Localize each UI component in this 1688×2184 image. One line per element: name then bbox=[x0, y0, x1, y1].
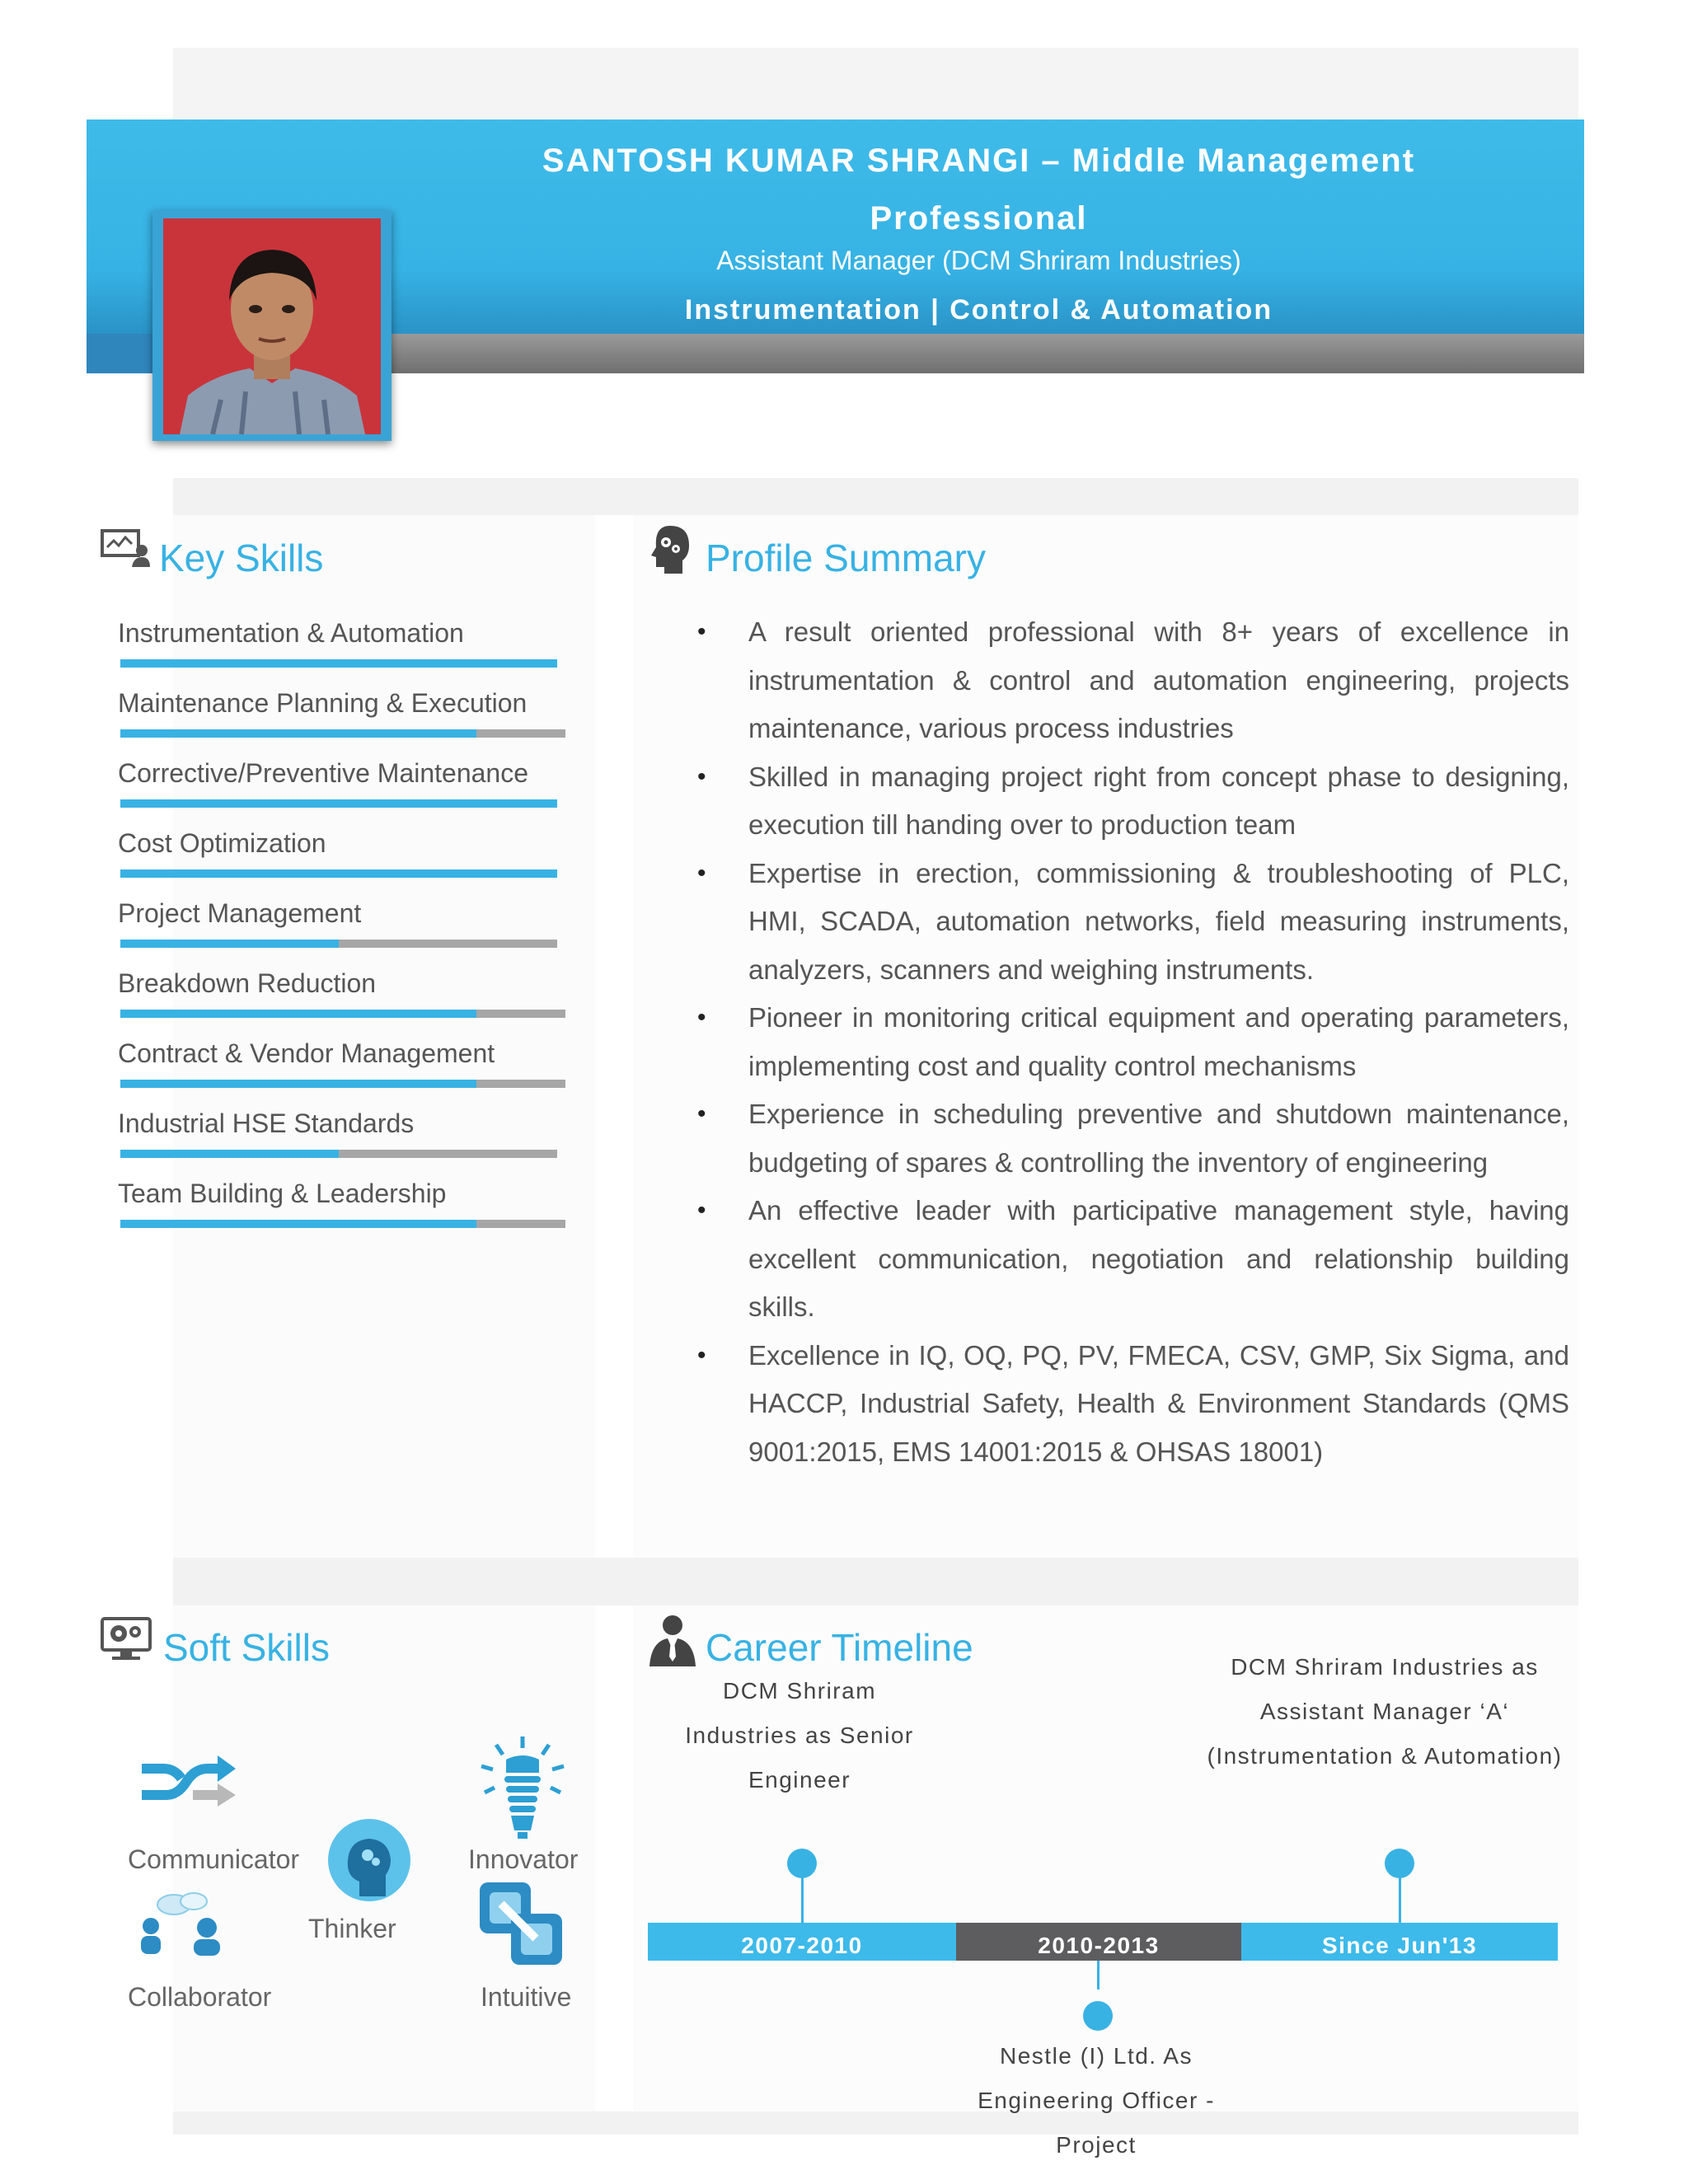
skill-level-bar bbox=[120, 659, 557, 668]
timeline-entry-3-line: DCM Shriram Industries as bbox=[1231, 1654, 1539, 1680]
skill-label: Contract & Vendor Management bbox=[118, 1038, 495, 1068]
summary-bullet: • Experience in scheduling preventive and shutdown maintenance, budgeting of spares & controlling the inventory of engineering bbox=[692, 1090, 1569, 1187]
lightbulb-icon bbox=[473, 1735, 572, 1846]
summary-bullet: • An effective leader with participative management style, having excellent communication, negotiation and relationship building skills. bbox=[692, 1187, 1569, 1332]
shuffle-arrows-icon bbox=[138, 1747, 237, 1821]
timeline-period-2007-2010: 2007-2010 bbox=[648, 1923, 956, 1961]
summary-bullet: • Excellence in IQ, OQ, PQ, PV, FMECA, CSV, GMP, Six Sigma, and HACCP, Industrial Safety, Health & Environment Standards (QMS 9001:2015, EMS 14001:2015 & OHSAS 18001) bbox=[692, 1332, 1569, 1477]
skill-level-bar bbox=[120, 799, 557, 808]
people-chat-icon bbox=[136, 1891, 227, 1961]
skill-level-bar bbox=[120, 1150, 557, 1158]
timeline-entry-3-caption bbox=[1179, 1645, 1591, 1779]
communicator-label: Communicator bbox=[128, 1844, 300, 1874]
summary-bullet: • Expertise in erection, commissioning & troubleshooting of PLC, HMI, SCADA, automation networks, field measuring instruments, analyzers, scanners and weighing instruments. bbox=[692, 850, 1569, 995]
head-brain-icon bbox=[326, 1817, 412, 1907]
timeline-entry-1-line: Industries as Senior bbox=[685, 1722, 914, 1748]
domain-tagline: Instrumentation | Control & Automation bbox=[684, 294, 1273, 326]
page-footer-band bbox=[173, 2111, 1578, 2135]
profile-summary-list bbox=[692, 608, 1569, 1476]
summary-bullet: • A result oriented professional with 8+ years of excellence in instrumentation & control and automation engineering, projects maintenance, various process industries bbox=[692, 608, 1569, 753]
skill-label: Instrumentation & Automation bbox=[118, 618, 464, 648]
skill-label: Project Management bbox=[118, 898, 362, 928]
skill-label: Industrial HSE Standards bbox=[118, 1108, 415, 1138]
skill-level-fill bbox=[120, 1150, 339, 1158]
summary-bullet: • Skilled in managing project right from concept phase to designing, execution till handing over to production team bbox=[692, 753, 1569, 850]
section-divider bbox=[173, 1558, 1578, 1605]
head-gears-icon bbox=[649, 524, 691, 579]
skills-chart-icon bbox=[101, 529, 150, 573]
intuitive-label: Intuitive bbox=[481, 1982, 572, 2012]
timeline-connector bbox=[1399, 1871, 1401, 1923]
timeline-marker bbox=[1083, 2001, 1113, 2031]
skill-level-bar bbox=[120, 869, 557, 878]
timeline-period-2010-2013: 2010-2013 bbox=[956, 1923, 1241, 1961]
skill-label: Cost Optimization bbox=[118, 828, 326, 858]
skill-label: Breakdown Reduction bbox=[118, 968, 377, 998]
skill-level-fill bbox=[120, 729, 476, 738]
skill-level-fill bbox=[120, 1010, 476, 1018]
skill-level-bar bbox=[120, 1220, 565, 1228]
thinker-label: Thinker bbox=[308, 1914, 396, 1943]
timeline-connector bbox=[1097, 1961, 1100, 1990]
timeline-entry-2-line: Project bbox=[1056, 2132, 1137, 2158]
top-panel bbox=[173, 48, 1578, 130]
skill-level-fill bbox=[120, 1080, 476, 1088]
skill-level-fill bbox=[120, 1220, 476, 1228]
businessman-icon bbox=[648, 1614, 697, 1672]
timeline-period-since-jun13: Since Jun'13 bbox=[1241, 1923, 1558, 1961]
skill-label: Maintenance Planning & Execution bbox=[118, 688, 528, 718]
timeline-entry-3-line: (Instrumentation & Automation) bbox=[1207, 1743, 1563, 1769]
skill-level-bar bbox=[120, 729, 565, 738]
timeline-entry-2-caption bbox=[931, 2034, 1261, 2168]
section-divider bbox=[173, 478, 1578, 515]
timeline-entry-2-line: Engineering Officer - bbox=[978, 2088, 1215, 2113]
timeline-connector bbox=[801, 1871, 804, 1923]
timeline-entry-1-line: DCM Shriram bbox=[722, 1678, 877, 1704]
skill-level-bar bbox=[120, 1080, 565, 1088]
timeline-entry-1-caption bbox=[659, 1669, 940, 1802]
profile-summary-title: Profile Summary bbox=[706, 537, 986, 579]
innovator-label: Innovator bbox=[468, 1844, 579, 1874]
skill-level-bar bbox=[120, 1010, 565, 1018]
profile-photo bbox=[163, 218, 381, 434]
candidate-name-line2: Professional bbox=[870, 200, 1088, 237]
key-skills-panel bbox=[173, 515, 595, 1558]
skill-label: Corrective/Preventive Maintenance bbox=[118, 758, 529, 788]
timeline-entry-1-line: Engineer bbox=[748, 1767, 851, 1793]
connected-squares-icon bbox=[476, 1879, 567, 1974]
skill-level-bar bbox=[120, 940, 557, 948]
current-position: Assistant Manager (DCM Shriram Industries) bbox=[716, 246, 1241, 275]
skill-level-fill bbox=[120, 659, 557, 668]
candidate-name bbox=[416, 132, 1541, 247]
career-timeline-title: Career Timeline bbox=[706, 1626, 973, 1669]
timeline-entry-3-line: Assistant Manager ‘A‘ bbox=[1259, 1699, 1510, 1724]
skill-level-fill bbox=[120, 869, 557, 878]
candidate-name-line1: SANTOSH KUMAR SHRANGI – Middle Management bbox=[542, 143, 1416, 179]
summary-bullet: • Pioneer in monitoring critical equipment and operating parameters, implementing cost and quality control mechanisms bbox=[692, 994, 1569, 1090]
timeline-entry-2-line: Nestle (I) Ltd. As bbox=[1000, 2043, 1193, 2069]
monitor-gears-icon bbox=[101, 1617, 152, 1666]
key-skills-title: Key Skills bbox=[159, 537, 324, 579]
soft-skills-title: Soft Skills bbox=[163, 1626, 330, 1669]
skill-label: Team Building & Leadership bbox=[118, 1179, 447, 1208]
collaborator-label: Collaborator bbox=[128, 1982, 272, 2012]
skill-level-fill bbox=[120, 799, 557, 808]
skill-level-fill bbox=[120, 940, 339, 948]
